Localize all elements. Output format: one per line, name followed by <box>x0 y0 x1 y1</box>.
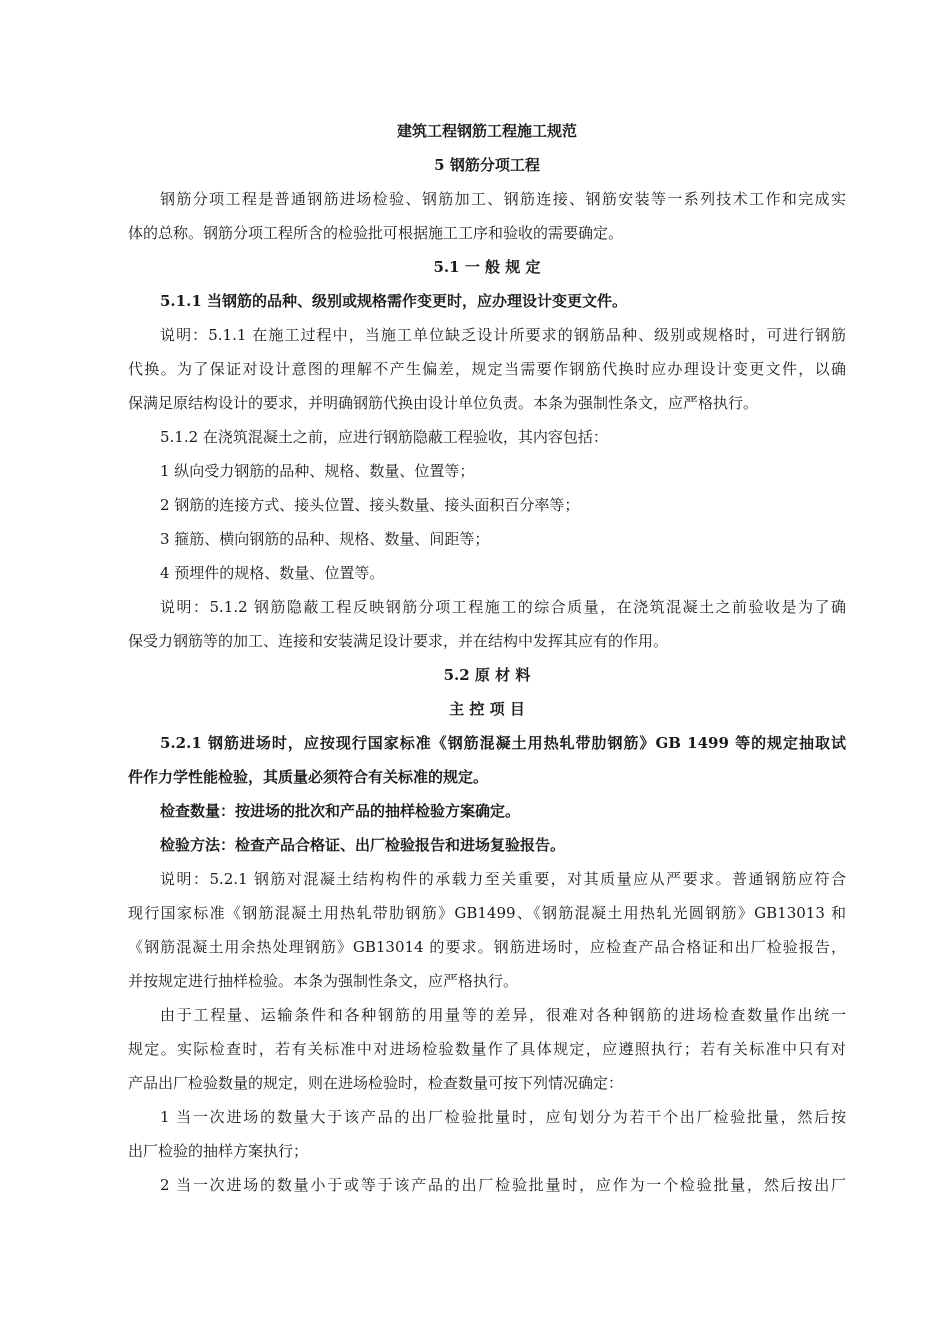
note-5-2-1-line: 并按规定进行抽样检验。本条为强制性条文，应严格执行。 <box>128 972 519 990</box>
clause-5-1-2: 5.1.2 在浇筑混凝土之前，应进行钢筋隐蔽工程验收，其内容包括： <box>160 428 608 446</box>
clause-5-2-1-line: 件作力学性能检验，其质量必须符合有关标准的规定。 <box>128 768 489 786</box>
chapter-heading: 5 钢筋分项工程 <box>434 156 540 174</box>
case-1-line: 出厂检验的抽样方案执行； <box>128 1142 309 1160</box>
note-5-1-1-line: 保满足原结构设计的要求，并明确钢筋代换由设计单位负责。本条为强制性条文，应严格执行。 <box>128 394 759 412</box>
note-5-1-2-line: 说明：5.1.2 钢筋隐蔽工程反映钢筋分项工程施工的综合质量，在浇筑混凝土之前验收是为了确 <box>160 598 846 616</box>
note-5-2-1-line: 现行国家标准《钢筋混凝土用热轧带肋钢筋》GB1499、《钢筋混凝土用热轧光圆钢筋》GB13013 和 <box>128 904 846 922</box>
section-heading-5-2: 5.2 原 材 料 <box>443 666 531 684</box>
intro-line: 钢筋分项工程是普通钢筋进场检验、钢筋加工、钢筋连接、钢筋安装等一系列技术工作和完成实 <box>160 190 846 208</box>
list-item: 2 钢筋的连接方式、接头位置、接头数量、接头面积百分率等； <box>160 496 580 514</box>
quantity-paragraph-line: 由于工程量、运输条件和各种钢筋的用量等的差异，很难对各种钢筋的进场检查数量作出统一 <box>160 1006 846 1024</box>
quantity-paragraph-line: 规定。实际检查时，若有关标准中对进场检验数量作了具体规定，应遵照执行；若有关标准中只有对 <box>128 1040 846 1058</box>
intro-line: 体的总称。钢筋分项工程所含的检验批可根据施工工序和验收的需要确定。 <box>128 224 624 242</box>
list-item: 4 预埋件的规格、数量、位置等。 <box>160 564 385 582</box>
case-2-line: 2 当一次进场的数量小于或等于该产品的出厂检验批量时，应作为一个检验批量，然后按出厂 <box>160 1176 846 1194</box>
clause-5-2-1-line: 5.2.1 钢筋进场时，应按现行国家标准《钢筋混凝土用热轧带肋钢筋》GB 1499 等的规定抽取试 <box>160 734 846 752</box>
note-5-1-1-line: 说明：5.1.1 在施工过程中，当施工单位缺乏设计所要求的钢筋品种、级别或规格时，可进行钢筋 <box>160 326 846 344</box>
subheading-main-items: 主 控 项 目 <box>449 700 525 718</box>
document-page <box>128 114 846 1202</box>
list-item: 3 箍筋、横向钢筋的品种、规格、数量、间距等； <box>160 530 490 548</box>
case-1-line: 1 当一次进场的数量大于该产品的出厂检验批量时，应旬划分为若干个出厂检验批量，然后按 <box>160 1108 846 1126</box>
clause-5-1-1: 5.1.1 当钢筋的品种、级别或规格需作变更时，应办理设计变更文件。 <box>160 292 627 310</box>
document-title: 建筑工程钢筋工程施工规范 <box>396 122 577 140</box>
check-method: 检验方法：检查产品合格证、出厂检验报告和进场复验报告。 <box>160 836 566 854</box>
note-5-1-1-line: 代换。为了保证对设计意图的理解不产生偏差，规定当需要作钢筋代换时应办理设计变更文件，以确 <box>128 360 846 378</box>
check-quantity: 检查数量：按进场的批次和产品的抽样检验方案确定。 <box>160 802 521 820</box>
note-5-1-2-line: 保受力钢筋等的加工、连接和安装满足设计要求，并在结构中发挥其应有的作用。 <box>128 632 669 650</box>
section-heading-5-1: 5.1 一 般 规 定 <box>433 258 541 276</box>
note-5-2-1-line: 说明：5.2.1 钢筋对混凝土结构构件的承载力至关重要，对其质量应从严要求。普通钢筋应符合 <box>160 870 846 888</box>
note-5-2-1-line: 《钢筋混凝土用余热处理钢筋》GB13014 的要求。钢筋进场时，应检查产品合格证和出厂检验报告， <box>128 938 846 956</box>
list-item: 1 纵向受力钢筋的品种、规格、数量、位置等； <box>160 462 475 480</box>
quantity-paragraph-line: 产品出厂检验数量的规定，则在进场检验时，检查数量可按下列情况确定： <box>128 1074 624 1092</box>
